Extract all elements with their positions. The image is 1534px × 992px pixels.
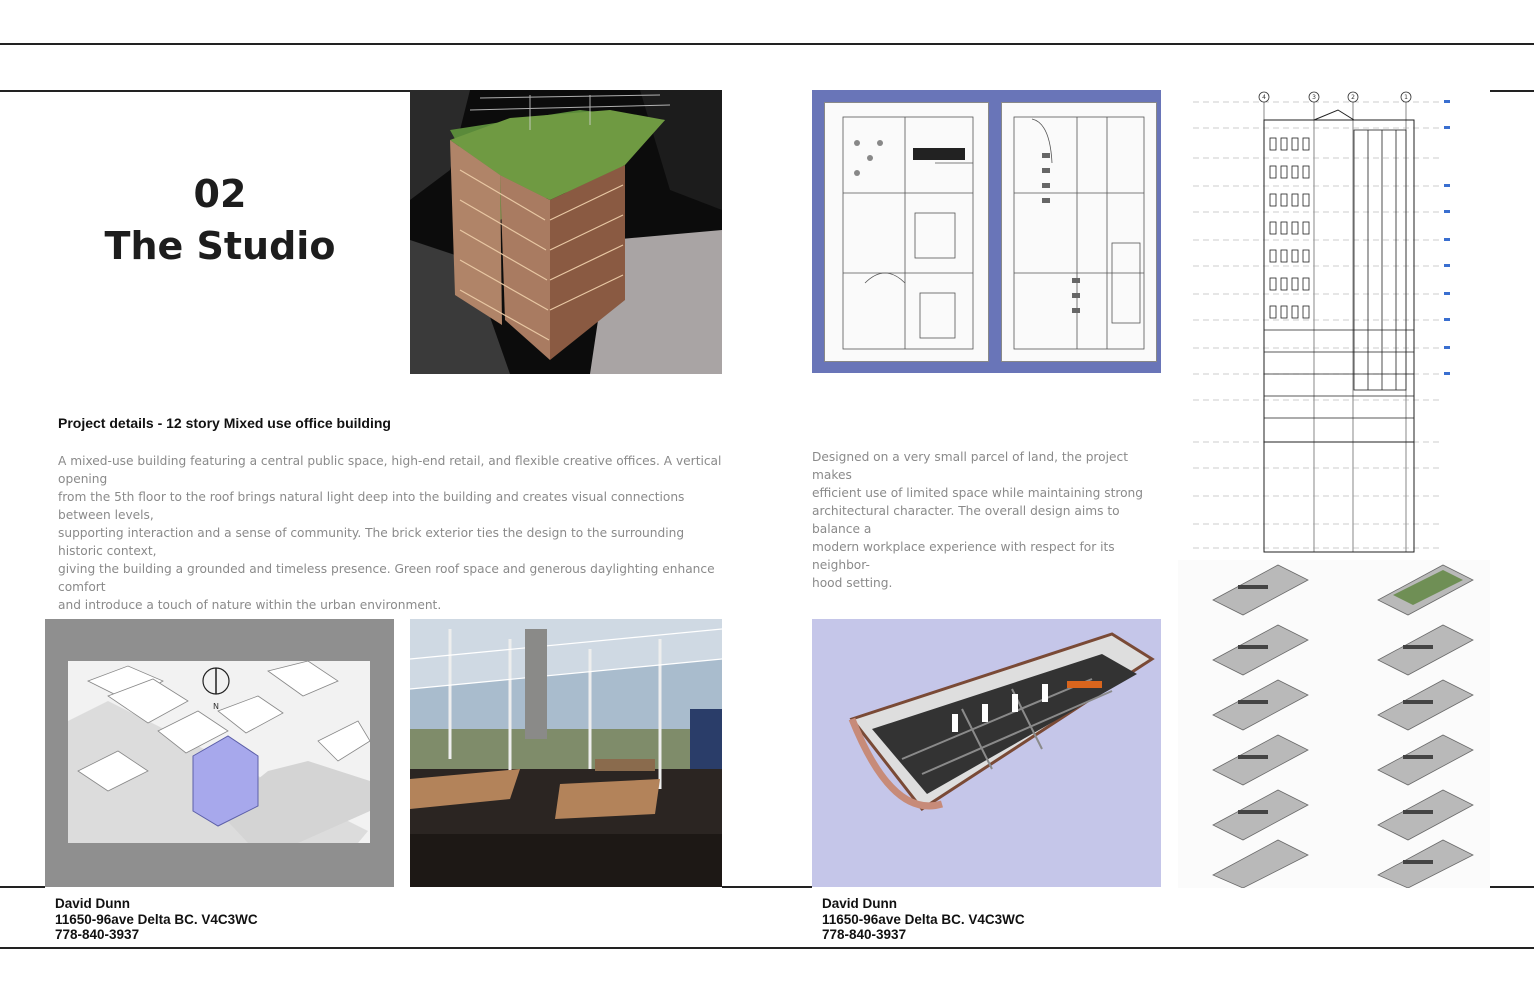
top-rule <box>0 43 1534 45</box>
project-heading: Project details - 12 story Mixed use office building <box>58 415 391 431</box>
rooftop-terrace-svg <box>410 619 722 887</box>
contact-block-left <box>55 896 258 943</box>
lower-rule-right <box>1490 886 1534 888</box>
site-note-line: modern workplace experience with respect for its neighbor- <box>812 540 1115 572</box>
contact-block-right <box>822 896 1025 943</box>
upper-rule-right <box>1490 90 1534 92</box>
description-line: giving the building a grounded and timeless presence. Green roof space and generous daylighting enhance comfort <box>58 562 715 594</box>
floor-axonometrics-svg <box>1178 560 1490 888</box>
floor-plans-image <box>812 90 1161 373</box>
grid-label-4: 4 <box>1262 94 1266 101</box>
chapter-number: 02 <box>193 172 247 216</box>
building-elevation-svg <box>1178 90 1488 560</box>
upper-floor-plan <box>1001 102 1157 362</box>
grid-label-3: 3 <box>1312 94 1316 101</box>
site-note-line: efficient use of limited space while maintaining strong <box>812 486 1144 500</box>
chapter-title: The Studio <box>104 224 336 268</box>
contact-name: David Dunn <box>822 896 898 911</box>
grid-label-1: 1 <box>1404 94 1408 101</box>
contact-address: 11650-96ave Delta BC. V4C3WC <box>822 911 1025 927</box>
building-elevation-image <box>1178 90 1488 560</box>
north-label: N <box>213 702 219 711</box>
bottom-rule <box>0 947 1534 949</box>
lower-rule-mid <box>722 886 812 888</box>
lower-rule-left <box>0 886 45 888</box>
site-note-line: architectural character. The overall design aims to balance a <box>812 504 1120 536</box>
contact-address: 11650-96ave Delta BC. V4C3WC <box>55 911 258 927</box>
site-note-line: hood setting. <box>812 576 893 590</box>
floor-axonometrics-image <box>1178 560 1490 888</box>
site-note-line: Designed on a very small parcel of land, the project makes <box>812 450 1128 482</box>
ground-floor-plan <box>824 102 989 362</box>
description-line: supporting interaction and a sense of community. The brick exterior ties the design to the surrounding historic context, <box>58 526 685 558</box>
site-plan-image <box>45 619 394 887</box>
upper-rule-left <box>0 90 410 92</box>
rooftop-terrace-image <box>410 619 722 887</box>
building-render-image <box>410 90 722 374</box>
grid-label-2: 2 <box>1351 94 1355 101</box>
contact-name: David Dunn <box>55 896 131 911</box>
description-line: and introduce a touch of nature within the urban environment. <box>58 598 442 612</box>
contact-phone: 778-840-3937 <box>822 927 907 942</box>
site-plan-svg <box>68 661 370 843</box>
description-line: A mixed-use building featuring a central public space, high-end retail, and flexible creative offices. A vertical opening <box>58 454 722 486</box>
site-note <box>812 448 1162 592</box>
project-description <box>58 452 728 614</box>
ground-floor-plan-svg <box>825 103 988 361</box>
upper-floor-plan-svg <box>1002 103 1156 361</box>
site-plan-drawing <box>68 661 370 843</box>
building-render-svg <box>410 90 722 374</box>
interior-axonometric-svg <box>812 619 1161 887</box>
interior-axonometric-image <box>812 619 1161 887</box>
description-line: from the 5th floor to the roof brings natural light deep into the building and creates visual connections between levels, <box>58 490 685 522</box>
contact-phone: 778-840-3937 <box>55 927 140 942</box>
